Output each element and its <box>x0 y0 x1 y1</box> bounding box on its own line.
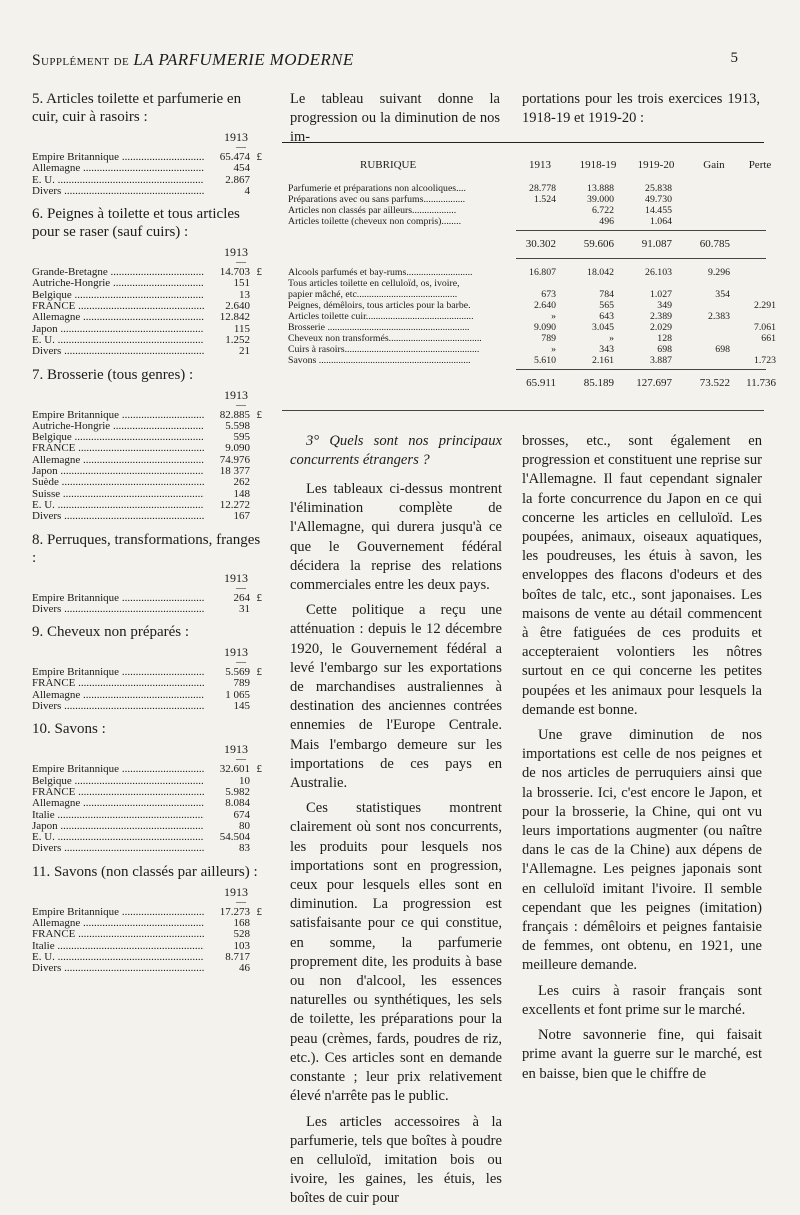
paragraph: Notre savonnerie fine, qui faisait prime avant la guerre sur le marché, est en baisse, bien que le chiffre de <box>522 1027 762 1082</box>
country-label: Japon ..... <box>32 821 204 832</box>
country-label: E. U. ..... <box>32 175 204 186</box>
left-column-lists <box>32 90 262 982</box>
currency <box>250 335 262 346</box>
cell-value: 789 <box>541 333 556 344</box>
cell-value: 65.911 <box>526 377 556 389</box>
table-row <box>282 311 764 322</box>
table-row <box>282 333 776 344</box>
currency <box>250 798 262 809</box>
year-dash: — <box>236 582 246 594</box>
table-row <box>282 216 764 227</box>
currency <box>250 787 262 798</box>
table-row <box>282 322 776 333</box>
country-label: Allemagne ..... <box>32 798 204 809</box>
country-label: FRANCE ..... <box>32 443 204 454</box>
table-header <box>282 157 772 183</box>
column-header: Perte <box>748 159 772 171</box>
year-dash: — <box>236 896 246 908</box>
list-item <box>32 278 262 289</box>
paragraph: Les tableaux ci-dessus montrent l'élimination complète de l'Allemagne, qui durera jusqu'à ce que le Gouvernement fédéral décidera la reprise des relations commerciales entre les deux pays. <box>290 481 502 594</box>
currency <box>250 290 262 301</box>
list-item <box>32 929 262 940</box>
amount: 148 <box>233 487 250 500</box>
cell-value: 128 <box>657 333 672 344</box>
country-label: Allemagne ..... <box>32 918 204 929</box>
country-label: FRANCE ..... <box>32 301 204 312</box>
total-row <box>282 233 764 255</box>
currency <box>250 500 262 511</box>
list-item <box>32 511 262 522</box>
cell-value: 354 <box>715 289 730 300</box>
total-rule <box>516 369 766 370</box>
table-body <box>282 183 776 394</box>
cell-value: 91.087 <box>641 238 672 250</box>
cell-value: 643 <box>599 311 614 322</box>
cell-value: 127.697 <box>636 377 672 389</box>
cell-value: 2.389 <box>649 311 672 322</box>
list-title: 10. Savons : <box>32 721 106 738</box>
currency <box>250 466 262 477</box>
currency <box>250 843 262 854</box>
cell-value: 28.778 <box>529 183 556 194</box>
country-label: Divers ..... <box>32 963 204 974</box>
country-label: Empire Britannique ..... <box>32 764 204 775</box>
currency <box>250 186 262 197</box>
list-item <box>32 810 262 821</box>
currency <box>250 511 262 522</box>
country-label: E. U. ..... <box>32 500 204 511</box>
currency <box>250 918 262 929</box>
currency <box>250 278 262 289</box>
currency: £ <box>256 666 262 679</box>
section-divider <box>282 410 764 411</box>
amount: 31 <box>239 602 250 615</box>
country-label: Japon ..... <box>32 466 204 477</box>
amount: 5.598 <box>225 419 250 432</box>
total-rule <box>516 258 766 259</box>
cell-value: 11.736 <box>746 377 776 389</box>
amount: 8.084 <box>225 797 250 810</box>
row-label: Parfumerie et préparations non alcooliques.... <box>288 183 466 194</box>
import-list <box>32 205 262 357</box>
amount: 595 <box>233 431 250 444</box>
year-dash: — <box>236 257 246 269</box>
country-label: Divers ..... <box>32 701 204 712</box>
cell-value: 343 <box>599 344 614 355</box>
list-item <box>32 843 262 854</box>
country-label: FRANCE ..... <box>32 678 204 689</box>
intro-right: portations pour les trois exercices 1913, 1918-19 et 1919-20 : <box>522 91 760 126</box>
currency <box>250 678 262 689</box>
list-item <box>32 175 262 186</box>
amount: 1 065 <box>225 688 250 701</box>
row-label: Articles non classés par ailleurs.................. <box>288 205 457 216</box>
currency: £ <box>256 905 262 918</box>
page-number: 5 <box>730 50 738 66</box>
import-list <box>32 90 262 197</box>
amount: 2.867 <box>225 173 250 186</box>
currency <box>250 163 262 174</box>
country-label: Divers ..... <box>32 186 204 197</box>
list-item <box>32 764 262 775</box>
amount: 12.842 <box>219 311 250 324</box>
amount: 115 <box>233 322 250 335</box>
paragraph: Les articles accessoires à la parfumerie, tels que boîtes à poudre en celluloïd, imitation bois ou ivoire, les gaines, les étuis, les boîtes de cuir pour <box>290 1113 502 1207</box>
list-title: 6. Peignes à toilette et tous articles pour se raser (sauf cuirs) : <box>32 206 240 241</box>
currency <box>250 701 262 712</box>
cell-value: » <box>551 311 556 322</box>
currency <box>250 346 262 357</box>
list-item <box>32 798 262 809</box>
cell-value: 1.027 <box>649 289 672 300</box>
list-item <box>32 667 262 678</box>
cell-value: 1.064 <box>649 216 672 227</box>
cell-value: 9.296 <box>707 267 730 278</box>
cell-value: 1.723 <box>753 355 776 366</box>
country-label: FRANCE ..... <box>32 787 204 798</box>
cell-value: 2.291 <box>753 300 776 311</box>
list-item <box>32 963 262 974</box>
cell-value: 60.785 <box>699 238 730 250</box>
import-list <box>32 623 262 712</box>
running-title <box>32 50 354 70</box>
amount: 167 <box>233 510 250 523</box>
cell-value: 59.606 <box>583 238 614 250</box>
currency <box>250 443 262 454</box>
row-label: Préparations avec ou sans parfums................. <box>288 194 466 205</box>
currency <box>250 690 262 701</box>
amount: 74.976 <box>219 453 250 466</box>
country-label: Belgique ..... <box>32 776 204 787</box>
country-label: Empire Britannique ..... <box>32 593 204 604</box>
year-dash: — <box>236 657 246 669</box>
amount: 80 <box>239 819 250 832</box>
country-label: Divers ..... <box>32 843 204 854</box>
import-list <box>32 366 262 523</box>
paragraph: Une grave diminution de nos importations est celle de nos peignes et de nos articles de perruquiers ainsi que la brosserie. Ici, c'est encore le Japon, et pour la brosserie, la Chine, qui ont vu leurs importations augmenter (ou naître dans le cas de la Chine) aux dépens de l'Allemagne. Les peignes japonais sont en celluloïd imitant l'ivoire. Il semble cependant que les peignes (imitation) français : démêloirs et peignes fantaisie de femmes, ont obtenu, en 1921, une meilleure demande. <box>522 727 762 974</box>
country-label: Belgique ..... <box>32 290 204 301</box>
column-header: RUBRIQUE <box>360 159 417 171</box>
country-label: Divers ..... <box>32 346 204 357</box>
import-list <box>32 531 262 616</box>
year-dash: — <box>236 754 246 766</box>
currency: £ <box>256 591 262 604</box>
amount: 5.569 <box>225 666 250 679</box>
country-label: Grande-Bretagne ..... <box>32 267 204 278</box>
table-row <box>282 205 764 216</box>
amount: 65.474 <box>219 151 250 163</box>
list-item <box>32 267 262 278</box>
cell-value: 39.000 <box>587 194 614 205</box>
currency <box>250 832 262 843</box>
list-item <box>32 346 262 357</box>
amount: 151 <box>233 277 250 290</box>
row-label: Alcools parfumés et bay-rums........................... <box>288 267 473 278</box>
country-label: Allemagne ..... <box>32 312 204 323</box>
country-label: Suisse ..... <box>32 489 204 500</box>
amount: 83 <box>239 842 250 855</box>
country-label: Allemagne ..... <box>32 163 204 174</box>
row-label: Articles toilette cuir............................................ <box>288 311 474 322</box>
table-row <box>282 289 764 300</box>
country-label: E. U. ..... <box>32 952 204 963</box>
row-label: papier mâché, etc......................................... <box>288 289 458 300</box>
amount: 18 377 <box>219 465 250 478</box>
country-label: Empire Britannique ..... <box>32 667 204 678</box>
table-row <box>282 344 764 355</box>
country-label: Divers ..... <box>32 511 204 522</box>
currency <box>250 604 262 615</box>
table-row <box>282 278 764 289</box>
list-title: 5. Articles toilette et parfumerie en cuir, cuir à rasoirs : <box>32 91 242 125</box>
paragraph: Ces statistiques montrent clairement où sont nos concurrents, les produits pour lesquels nos importations sont en progression, ceux pour lesquels elles sont en diminution. La progression est satisfaisante pour ce qui constitue, en somme, la parfumerie proprement dite, les produits à base ou non d'alcool, les essences naturelles ou synthétiques, les sels de toilette, les préparations pour la peau (crèmes, fards, poudres de riz, etc.). Ces articles sont en demande constante ; leur prix relativement élevé n'arrête pas le public. <box>290 800 502 1105</box>
cell-value: 73.522 <box>699 377 730 389</box>
list-year: 1913 <box>224 387 248 402</box>
list-item <box>32 163 262 174</box>
amount: 12.272 <box>219 498 250 511</box>
table-row <box>282 194 764 205</box>
import-table <box>282 142 776 394</box>
row-label: Cuirs à rasoirs....................................................... <box>288 344 480 355</box>
currency: £ <box>256 151 262 163</box>
year-dash: — <box>236 142 246 153</box>
country-label: Empire Britannique ..... <box>32 410 204 421</box>
currency <box>250 776 262 787</box>
list-item <box>32 952 262 963</box>
column-header: 1913 <box>529 159 551 171</box>
cell-value: 698 <box>657 344 672 355</box>
cell-value: 9.090 <box>533 322 556 333</box>
amount: 82.885 <box>219 408 250 421</box>
list-item <box>32 604 262 615</box>
list-title: 7. Brosserie (tous genres) : <box>32 366 194 383</box>
table-top-rule <box>282 142 764 143</box>
cell-value: 30.302 <box>525 238 556 250</box>
country-label: Empire Britannique ..... <box>32 907 204 918</box>
country-label: E. U. ..... <box>32 832 204 843</box>
currency <box>250 821 262 832</box>
currency <box>250 952 262 963</box>
cell-value: 6.722 <box>591 205 614 216</box>
article-column-middle <box>290 432 502 1215</box>
cell-value: 2.640 <box>533 300 556 311</box>
amount: 454 <box>233 162 250 175</box>
list-item <box>32 593 262 604</box>
article-column-right <box>522 432 762 1090</box>
country-label: Autriche-Hongrie ..... <box>32 421 204 432</box>
currency: £ <box>256 266 262 279</box>
list-item <box>32 421 262 432</box>
table-row <box>282 183 764 194</box>
intro-left: Le tableau suivant donne la progression ou la diminution de nos im- <box>290 91 500 145</box>
currency: £ <box>256 763 262 776</box>
currency <box>250 175 262 186</box>
table-row <box>282 267 764 278</box>
amount: 262 <box>233 476 250 489</box>
year-dash: — <box>236 399 246 411</box>
amount: 10 <box>239 774 250 787</box>
amount: 2.640 <box>225 300 250 313</box>
amount: 21 <box>239 345 250 358</box>
currency <box>250 810 262 821</box>
cell-value: 3.887 <box>649 355 672 366</box>
currency <box>250 477 262 488</box>
country-label: Japon ..... <box>32 324 204 335</box>
cell-value: 3.045 <box>591 322 614 333</box>
row-label: Articles toilette (cheveux non compris)........ <box>288 216 462 227</box>
column-header: 1919-20 <box>637 159 675 171</box>
section-heading: 3° Quels sont nos principaux concurrents étrangers ? <box>290 433 502 468</box>
paragraph: Les cuirs à rasoir français sont excellents et font prime sur le marché. <box>522 982 762 1018</box>
amount: 13 <box>239 288 250 301</box>
cell-value: 784 <box>599 289 614 300</box>
list-item <box>32 701 262 712</box>
currency <box>250 941 262 952</box>
amount: 789 <box>233 677 250 690</box>
cell-value: 661 <box>761 333 776 344</box>
amount: 4 <box>244 184 250 197</box>
list-item <box>32 152 262 163</box>
list-year: 1913 <box>224 884 248 899</box>
list-year: 1913 <box>224 645 248 660</box>
amount: 14.703 <box>219 266 250 279</box>
amount: 46 <box>239 962 250 975</box>
cell-value: » <box>551 344 556 355</box>
currency <box>250 963 262 974</box>
cell-value: 1.524 <box>533 194 556 205</box>
cell-value: 2.383 <box>707 311 730 322</box>
amount: 9.090 <box>225 442 250 455</box>
amount: 5.982 <box>225 785 250 798</box>
list-title: 8. Perruques, transformations, franges : <box>32 531 261 566</box>
cell-value: » <box>609 333 614 344</box>
cell-value: 565 <box>599 300 614 311</box>
list-item <box>32 918 262 929</box>
row-label: Peignes, démêloirs, tous articles pour la barbe. <box>288 300 471 311</box>
cell-value: 26.103 <box>645 267 672 278</box>
amount: 168 <box>233 916 250 929</box>
amount: 1.252 <box>225 333 250 346</box>
list-item <box>32 500 262 511</box>
row-label: Brosserie .......................................................... <box>288 322 470 333</box>
paragraph: brosses, etc., sont également en progression et constituent une reprise sur l'Allemagne. Il faut cependant signaler la forte concurrence du Japon en ce qui concerne les articles en celluloïd. Les poupées, animaux, oiseaux aquatiques, les poudreuses, les étuis à savon, les enveloppes des flacons d'odeurs et des boîtes de talc, etc., sont japonaises. Les maisons de vente au détail commencent à être fatiguées de ces produits et accepteraient volontiers les nôtres surtout en ce qui concerne les petites poupées et les animaux pour lesquels la demande est bonne. <box>522 433 762 718</box>
country-label: Italie ..... <box>32 810 204 821</box>
list-title: 11. Savons (non classés par ailleurs) : <box>32 863 258 880</box>
cell-value: 25.838 <box>645 183 672 194</box>
list-item <box>32 832 262 843</box>
cell-value: 49.730 <box>645 194 672 205</box>
header-prefix: Supplément de <box>32 52 130 69</box>
cell-value: 5.610 <box>533 355 556 366</box>
cell-value: 14.455 <box>645 205 672 216</box>
cell-value: 85.189 <box>583 377 614 389</box>
amount: 103 <box>233 939 250 952</box>
currency: £ <box>256 408 262 421</box>
currency <box>250 455 262 466</box>
currency <box>250 312 262 323</box>
amount: 145 <box>233 700 250 713</box>
currency <box>250 489 262 500</box>
currency <box>250 324 262 335</box>
list-item <box>32 335 262 346</box>
row-label: Tous articles toilette en celluloïd, os, ivoire, <box>288 278 460 289</box>
total-rule <box>516 230 766 231</box>
table-row <box>282 300 776 311</box>
amount: 8.717 <box>225 950 250 963</box>
list-item <box>32 477 262 488</box>
cell-value: 16.807 <box>529 267 556 278</box>
list-item <box>32 907 262 918</box>
list-year: 1913 <box>224 742 248 757</box>
amount: 674 <box>233 808 250 821</box>
total-row <box>282 372 776 394</box>
country-label: Divers ..... <box>32 604 204 615</box>
currency <box>250 421 262 432</box>
cell-value: 18.042 <box>587 267 614 278</box>
country-label: E. U. ..... <box>32 335 204 346</box>
currency <box>250 432 262 443</box>
import-list <box>32 863 262 975</box>
cell-value: 13.888 <box>587 183 614 194</box>
cell-value: 7.061 <box>753 322 776 333</box>
list-item <box>32 690 262 701</box>
country-label: Suède ..... <box>32 477 204 488</box>
country-label: Italie ..... <box>32 941 204 952</box>
cell-value: 673 <box>541 289 556 300</box>
cell-value: 349 <box>657 300 672 311</box>
list-year: 1913 <box>224 570 248 585</box>
import-list <box>32 720 262 854</box>
list-year: 1913 <box>224 245 248 260</box>
amount: 17.273 <box>219 905 250 918</box>
column-header: Gain <box>703 159 725 171</box>
list-title: 9. Cheveux non préparés : <box>32 624 190 641</box>
country-label: Empire Britannique ..... <box>32 152 204 163</box>
list-year: 1913 <box>224 130 248 144</box>
country-label: Allemagne ..... <box>32 455 204 466</box>
row-label: Cheveux non transformés...................................... <box>288 333 482 344</box>
row-label: Savons .............................................................. <box>288 355 471 366</box>
currency <box>250 929 262 940</box>
list-item <box>32 466 262 477</box>
column-header: 1918-19 <box>579 159 617 171</box>
list-item <box>32 186 262 197</box>
page-header <box>32 50 738 72</box>
cell-value: 2.161 <box>591 355 614 366</box>
paragraph: Cette politique a reçu une atténuation : depuis le 12 décembre 1920, le Gouvernement fédéral a levé l'embargo sur les exportations de marchandises australiennes à destination des anciennes contrées ennemies de l'Europe Centrale. Mais l'embargo demeure sur les importations de ces pays en Australie. <box>290 602 502 792</box>
cell-value: 2.029 <box>649 322 672 333</box>
currency <box>250 301 262 312</box>
list-item <box>32 312 262 323</box>
amount: 54.504 <box>219 831 250 844</box>
cell-value: 496 <box>599 216 614 227</box>
cell-value: 698 <box>715 344 730 355</box>
country-label: Autriche-Hongrie ..... <box>32 278 204 289</box>
country-label: Allemagne ..... <box>32 690 204 701</box>
amount: 32.601 <box>219 763 250 776</box>
country-label: FRANCE ..... <box>32 929 204 940</box>
amount: 264 <box>233 591 250 604</box>
journal-title: LA PARFUMERIE MODERNE <box>133 50 354 69</box>
country-label: Belgique ..... <box>32 432 204 443</box>
amount: 528 <box>233 928 250 941</box>
table-row <box>282 355 776 366</box>
